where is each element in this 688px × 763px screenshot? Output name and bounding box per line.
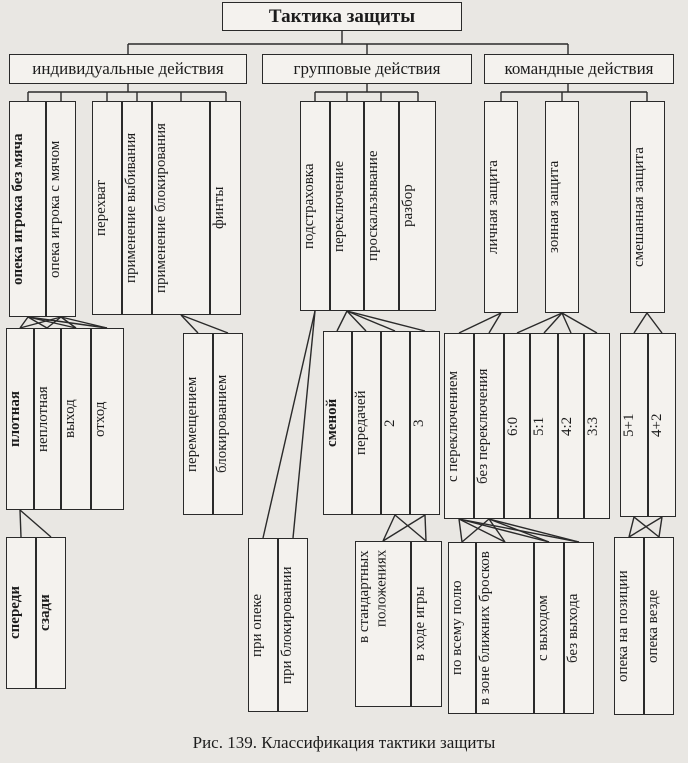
slipping-box: проскальзывание	[364, 101, 399, 311]
zone-defense-box: зонная защита	[545, 101, 579, 313]
at-guard-box: при опеке	[248, 538, 278, 712]
zone-3-3-box: 3:3	[584, 333, 610, 519]
at-blocking-box: при блокировании	[278, 538, 308, 712]
front-box: спереди	[6, 537, 36, 689]
with-exit-box: с выходом	[534, 542, 564, 714]
by-movement-box: перемещением	[183, 333, 213, 515]
connector-line	[263, 311, 315, 538]
with-switch-box: с переключением	[444, 333, 474, 519]
group-3-box: 3	[410, 331, 440, 515]
group-actions-box: групповые действия	[262, 54, 472, 84]
standard-positions-box: в стандартных положениях	[355, 541, 411, 707]
figure-caption: Рис. 139. Классификация тактики защиты	[192, 733, 496, 752]
whole-field-box: по всему полю	[448, 542, 476, 714]
mixed-5-1-box: 5+1	[620, 333, 648, 517]
guard-everywhere-box: опека везде	[644, 537, 674, 715]
zone-4-2-box: 4:2	[558, 333, 584, 519]
interception-box: перехват	[92, 101, 122, 315]
group-2-box: 2	[381, 331, 410, 515]
switching-box: переключение	[330, 101, 364, 311]
team-actions-box: командные действия	[484, 54, 674, 84]
without-exit-box: без выхода	[564, 542, 594, 714]
guard-at-position-box: опека на позиции	[614, 537, 644, 715]
loose-box: неплотная	[34, 328, 61, 510]
connector-line	[293, 311, 315, 538]
connector-line	[425, 515, 426, 541]
guard-without-ball-box: опека игрока без мяча	[9, 101, 46, 317]
connector-line	[544, 313, 562, 333]
connector-line	[181, 315, 228, 333]
guard-with-ball-box: опека игрока с мячом	[46, 101, 76, 317]
tight-box: плотная	[6, 328, 34, 510]
behind-box: сзади	[36, 537, 66, 689]
connector-line	[459, 519, 462, 542]
connector-line	[20, 510, 21, 537]
by-change-box: сменой	[323, 331, 352, 515]
in-game-box: в ходе игры	[411, 541, 442, 707]
individual-actions-box: индивидуальные действия	[9, 54, 247, 84]
connector-line	[337, 311, 347, 331]
connector-line	[634, 313, 647, 333]
connector-line	[20, 510, 51, 537]
mixed-defense-box: смешанная защита	[630, 101, 665, 313]
retreat-box: отход	[91, 328, 124, 510]
knock-out-box: применение выбивания	[122, 101, 152, 315]
zone-5-1-box: 5:1	[530, 333, 558, 519]
connector-line	[395, 515, 426, 541]
by-pass-box: передачей	[352, 331, 381, 515]
personal-defense-box: личная защита	[484, 101, 518, 313]
title-box: Тактика защиты	[222, 2, 462, 31]
near-shots-box: в зоне ближних бросков	[476, 542, 534, 714]
connector-line	[659, 517, 662, 537]
by-blocking-box: блокированием	[213, 333, 243, 515]
blocking-box: применение блокирования	[152, 101, 210, 315]
mixed-4-2-box: 4+2	[648, 333, 676, 517]
feints-box: финты	[210, 101, 241, 315]
insurance-box: подстраховка	[300, 101, 330, 311]
exit-box: выход	[61, 328, 91, 510]
connector-line	[647, 313, 662, 333]
connector-line	[517, 313, 562, 333]
sorting-box: разбор	[399, 101, 436, 311]
without-switch-box: без переключения	[474, 333, 504, 519]
zone-6-0-box: 6:0	[504, 333, 530, 519]
